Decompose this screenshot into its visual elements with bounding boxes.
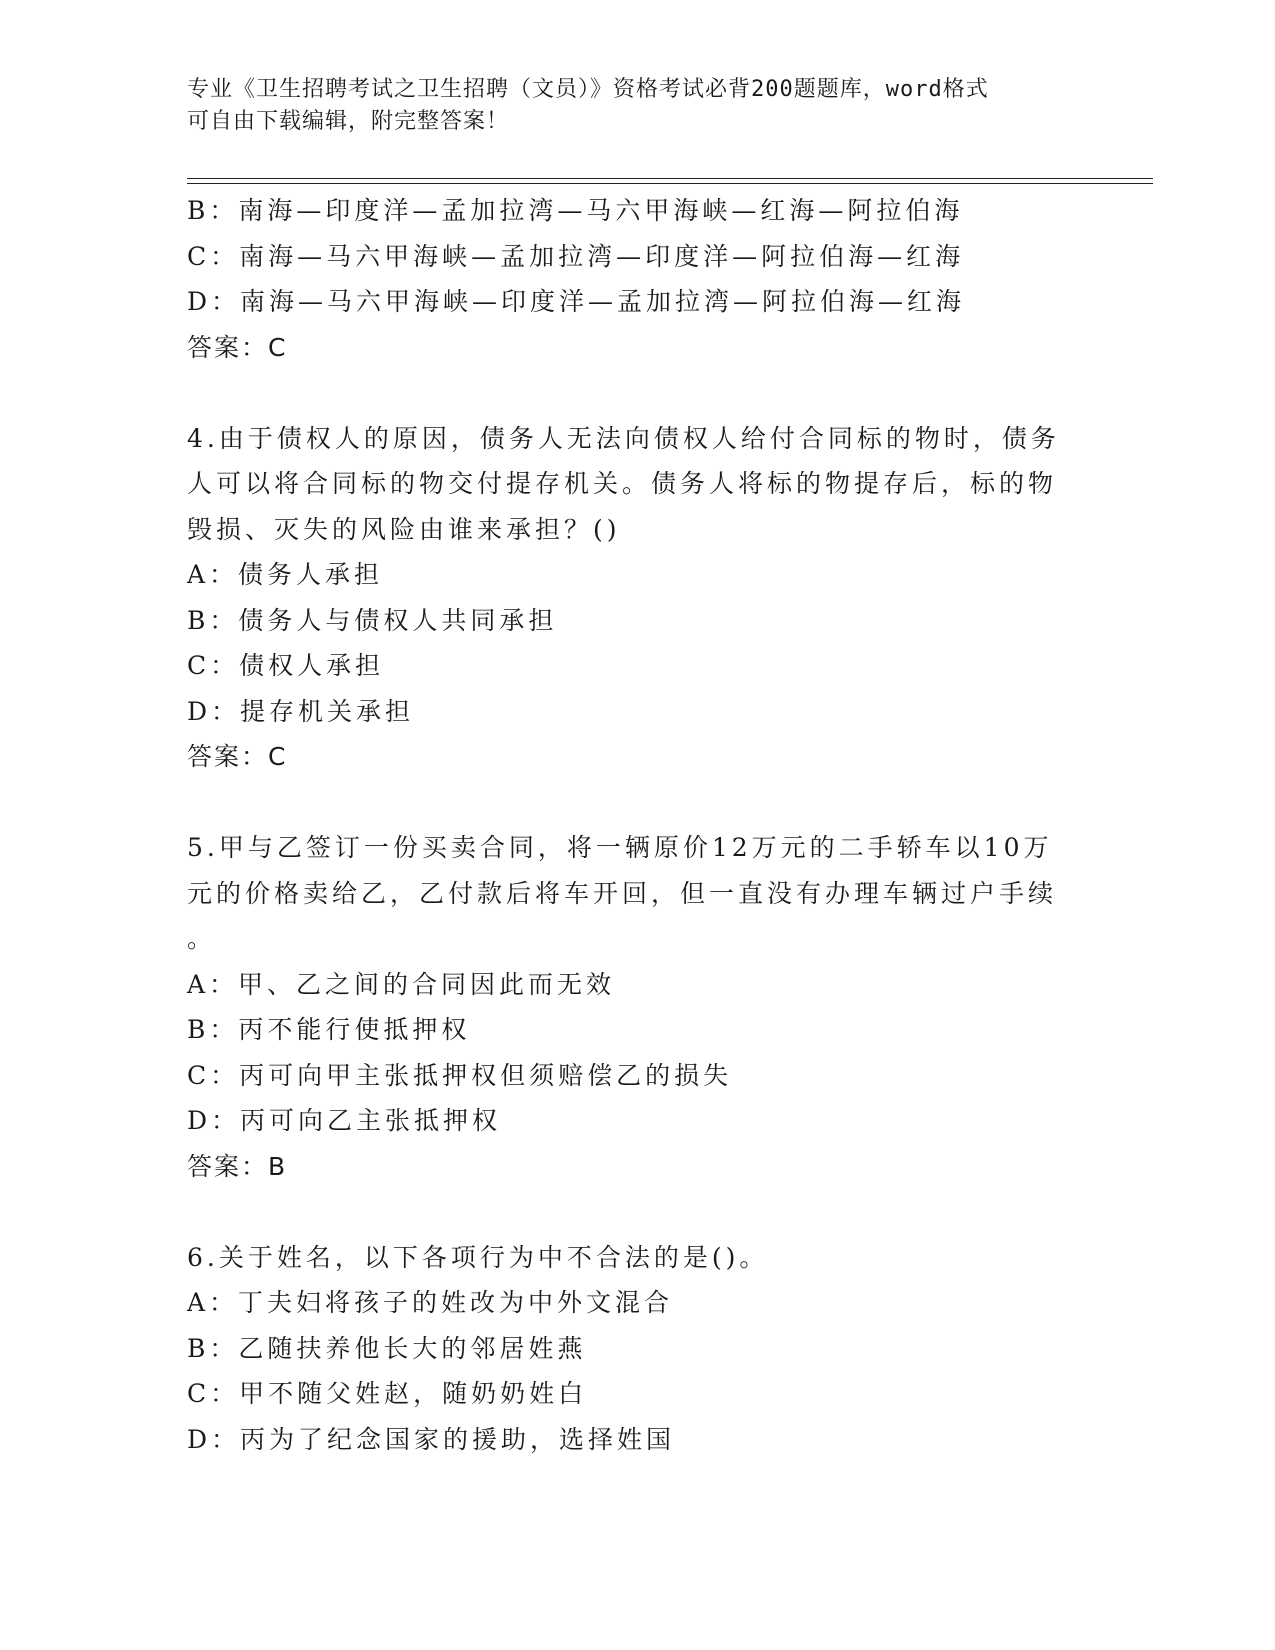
q4-answer: 答案：C [187, 742, 288, 771]
q5-stem-line-3: 。 [187, 924, 217, 953]
question-4 [187, 416, 1087, 780]
q4-stem-line-1: 4.由于债权人的原因，债务人无法向债权人给付合同标的物时，债务 [187, 423, 1060, 453]
question-3 [187, 188, 1087, 370]
q5-option-a: A：甲、乙之间的合同因此而无效 [187, 969, 616, 999]
q6-option-b: B：乙随扶养他长大的邻居姓燕 [187, 1333, 587, 1363]
question-5 [187, 825, 1087, 1189]
spacer [187, 1189, 1087, 1235]
q5-option-c: C：丙可向甲主张抵押权但须赔偿乙的损失 [187, 1060, 733, 1090]
q3-option-c: C：南海—马六甲海峡—孟加拉湾—印度洋—阿拉伯海—红海 [187, 241, 965, 271]
q3-option-b: B：南海—印度洋—孟加拉湾—马六甲海峡—红海—阿拉伯海 [187, 196, 964, 225]
q4-option-a: A：债务人承担 [187, 560, 384, 589]
q5-option-b: B：丙不能行使抵押权 [187, 1015, 471, 1044]
q5-answer: 答案：B [187, 1151, 288, 1181]
header-title-line-2: 可自由下载编辑，附完整答案！ [187, 109, 510, 134]
spacer [187, 370, 1087, 416]
document-header [187, 74, 1067, 138]
q4-stem-line-3: 毁损、灭失的风险由谁来承担？() [187, 514, 621, 544]
q3-answer: 答案：C [187, 332, 288, 362]
question-6 [187, 1235, 1087, 1463]
q4-stem-line-2: 人可以将合同标的物交付提存机关。债务人将标的物提存后，标的物 [187, 469, 1058, 498]
q4-option-c: C：债权人承担 [187, 651, 385, 680]
q5-stem-line-1: 5.甲与乙签订一份买卖合同，将一辆原价12万元的二手轿车以10万 [187, 833, 1053, 862]
header-divider-bottom [187, 183, 1153, 184]
q6-option-a: A：丁夫妇将孩子的姓改为中外文混合 [187, 1288, 674, 1317]
q3-option-d: D：南海—马六甲海峡—印度洋—孟加拉湾—阿拉伯海—红海 [187, 287, 966, 316]
q4-option-b: B：债务人与债权人共同承担 [187, 605, 558, 635]
q5-option-d: D：丙可向乙主张抵押权 [187, 1106, 502, 1135]
q6-option-d: D：丙为了纪念国家的援助，选择姓国 [187, 1424, 676, 1454]
question-list [187, 188, 1087, 1462]
header-title-line-1: 专业《卫生招聘考试之卫生招聘（文员）》资格考试必背200题题库，word格式 [187, 77, 989, 102]
spacer [187, 780, 1087, 826]
q6-option-c: C：甲不随父姓赵，随奶奶姓白 [187, 1379, 588, 1408]
header-divider-top [187, 178, 1153, 179]
q6-stem-line-1: 6.关于姓名，以下各项行为中不合法的是()。 [187, 1242, 769, 1272]
q5-stem-line-2: 元的价格卖给乙，乙付款后将车开回，但一直没有办理车辆过户手续 [187, 878, 1058, 908]
q4-option-d: D：提存机关承担 [187, 696, 415, 726]
